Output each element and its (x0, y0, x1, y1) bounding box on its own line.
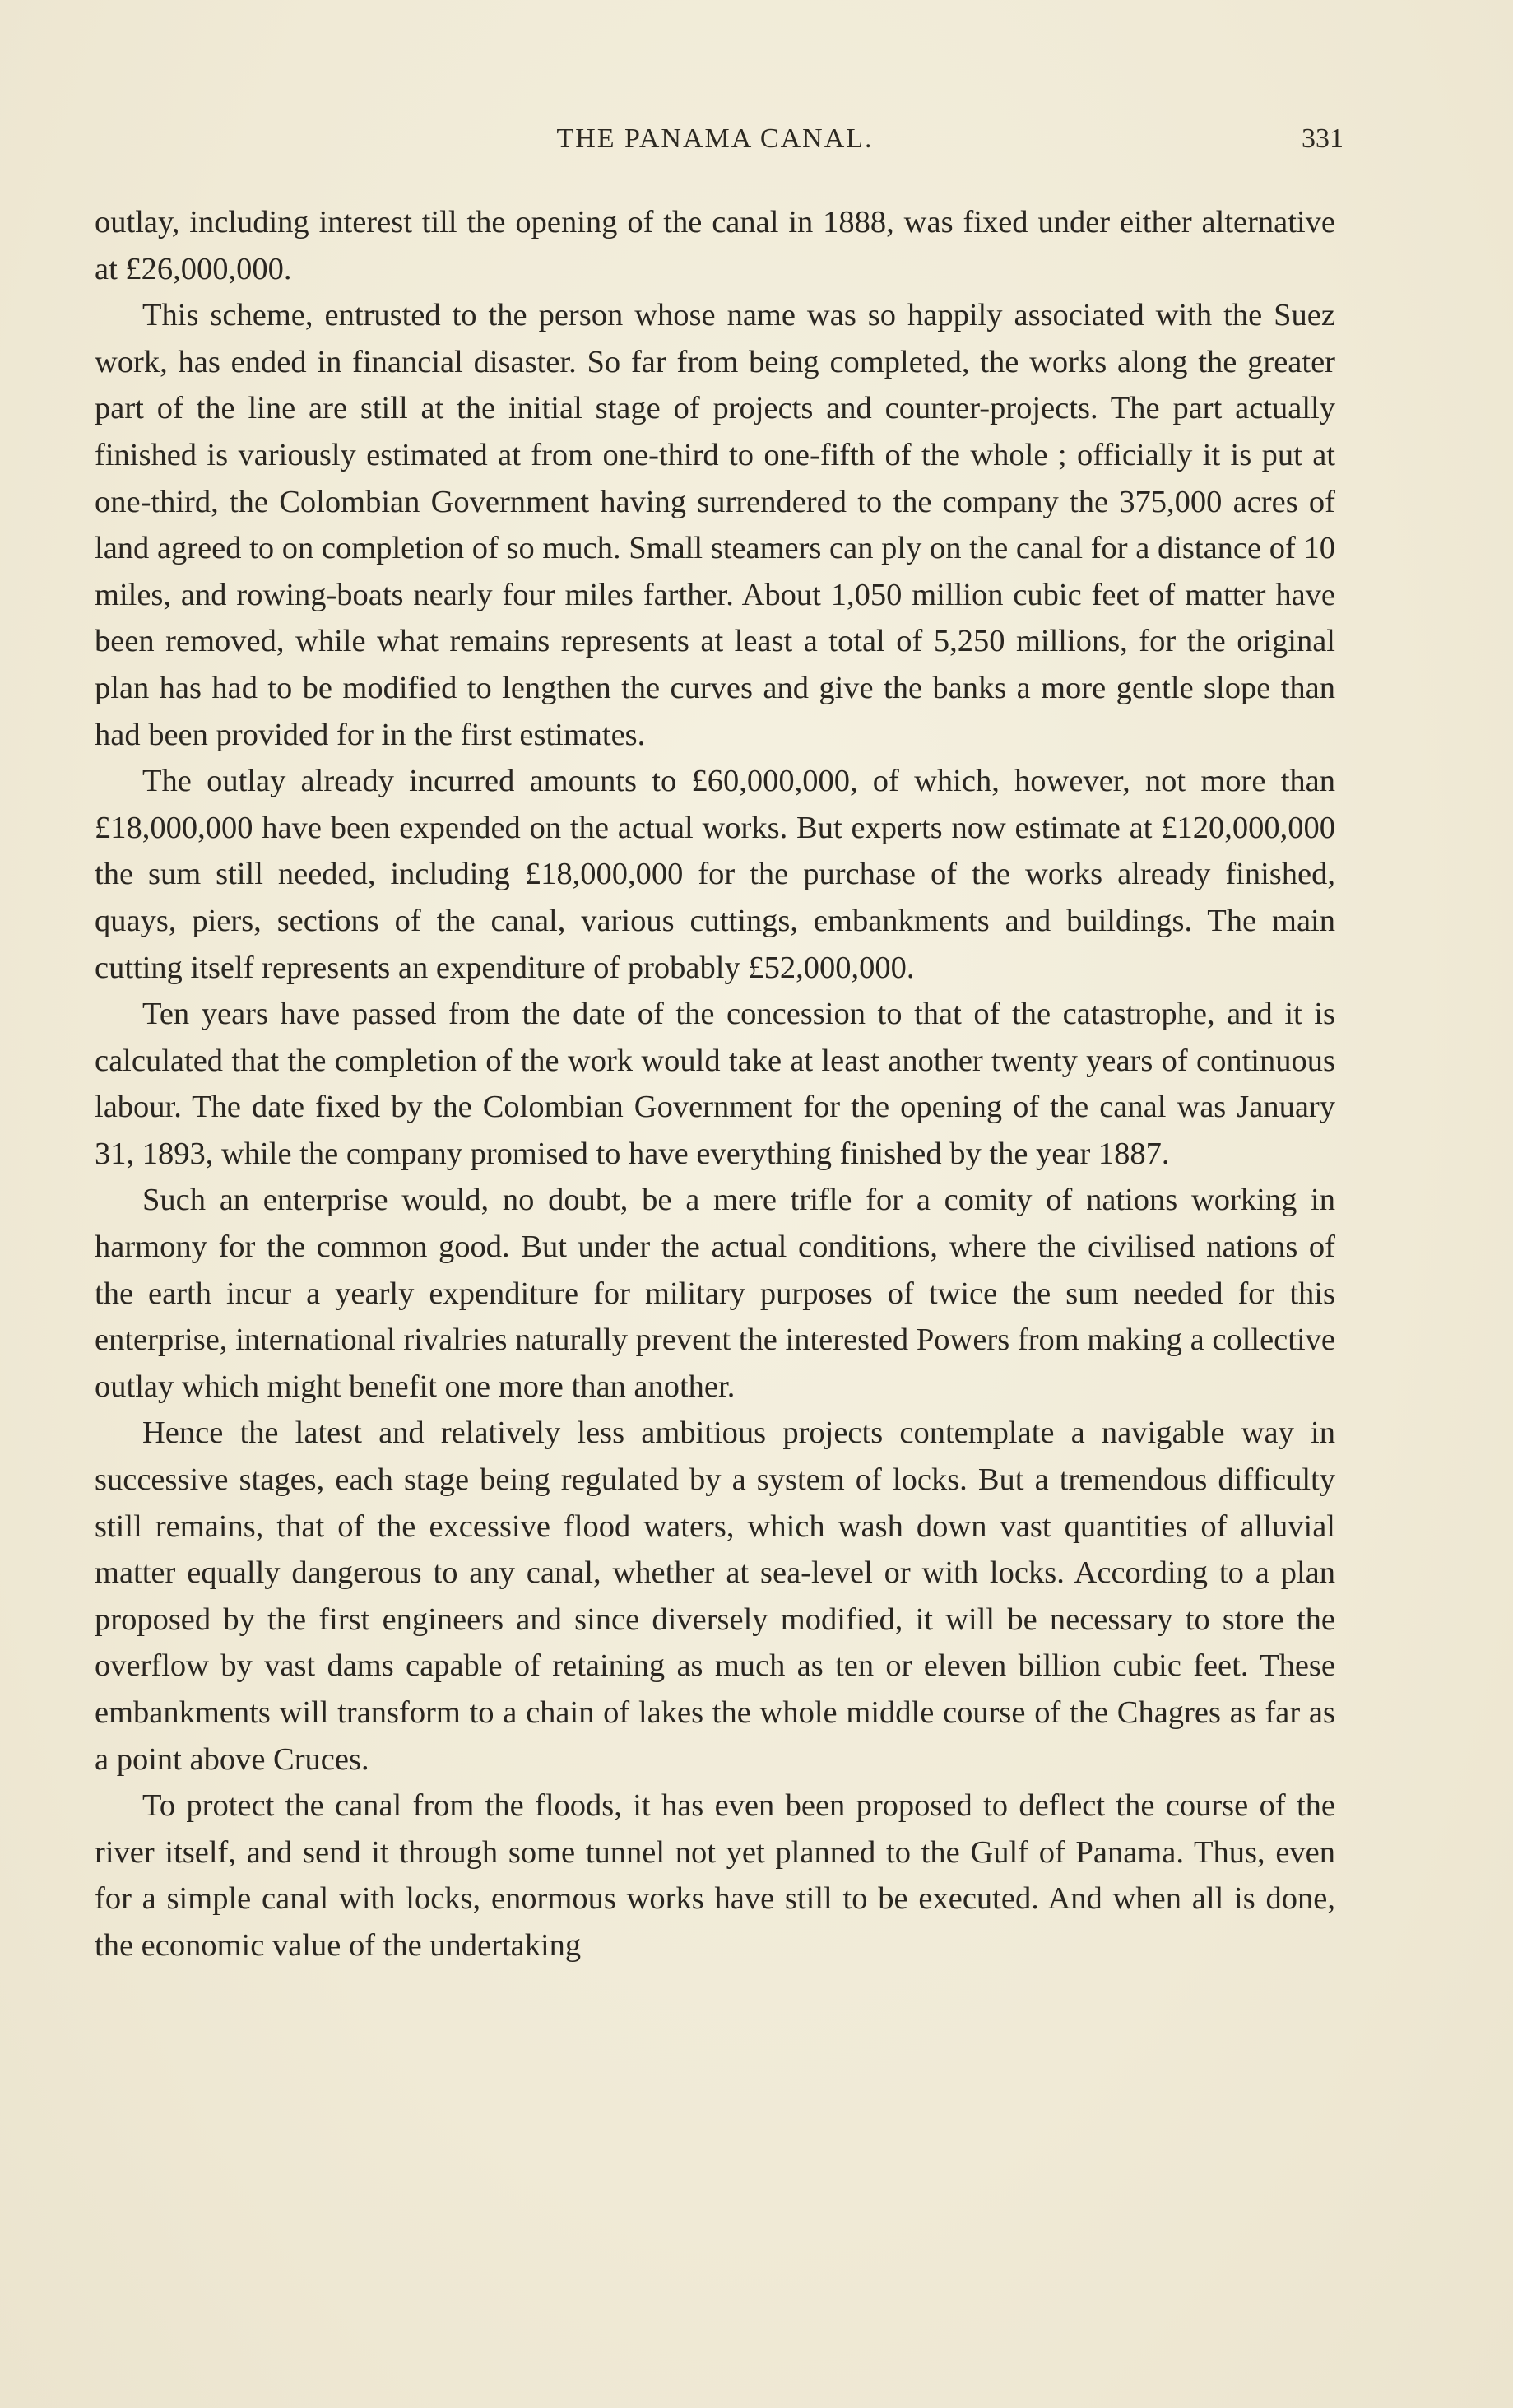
paragraph-locks: Hence the latest and relatively less ambitious projects contemplate a navigable way in successive stages, each stage being regulated by a system of locks. But a tremendous difficulty still remains, that of the excessive flood waters, which wash down vast quantities of alluvial matter equally dangerous to any canal, whether at sea-level or with locks. According to a plan proposed by the first engineers and since diversely modified, it will be necessary to store the overflow by vast dams capable of retaining as much as ten or eleven billion cubic feet. These embankments will transform to a chain of lakes the whole middle course of the Chagres as far as a point above Cruces. (95, 1416, 1335, 1777)
paragraph-enterprise: Such an enterprise would, no doubt, be a mere trifle for a comity of nations working in harmony for the common good. But under the actual conditions, where the civilised nations of the earth incur a yearly expenditure for military purposes of twice the sum needed for this enterprise, international rivalries naturally prevent the interested Powers from making a collective outlay which might benefit one more than another. (95, 1183, 1335, 1404)
paragraph-suez-scheme: This scheme, entrusted to the person whose name was so happily associated with the Suez work, has ended in financial disaster. So far from being completed, the works along the greater part of the line are still at the initial stage of projects and counter-projects. The part actually finished is variously estimated at from one-third to one-fifth of the whole ; officially it is put at one-third, the Colombian Government having surrendered to the company the 375,000 acres of land agreed to on completion of so much. Small steamers can ply on the canal for a distance of 10 miles, and rowing-boats nearly four miles farther. About 1,050 million cubic feet of matter have been removed, while what remains represents at least a total of 5,250 millions, for the original plan has had to be modified to lengthen the curves and give the banks a more gentle slope than had been provided for in the first estimates. (95, 298, 1335, 752)
paragraph-floods: To protect the canal from the floods, it has even been proposed to deflect the course of the river itself, and send it through some tunnel not yet planned to the Gulf of Panama. Thus, even for a simple canal with locks, enormous works have still to be executed. And when all is done, the economic value of the undertaking (95, 1788, 1335, 1963)
running-title: THE PANAMA CANAL. (556, 123, 874, 154)
paragraph-ten-years: Ten years have passed from the date of the concession to that of the catastrophe, and it is calculated that the completion of the work would take at least another twenty years of continuous labour. The date fixed by the Colombian Government for the opening of the canal was January 31, 1893, while the company promised to have everything finished by the year 1887. (95, 997, 1335, 1171)
running-head (95, 123, 1344, 165)
page-number: 331 (1302, 123, 1344, 154)
paragraph-continued: outlay, including interest till the opening of the canal in 1888, was fixed under either alternative at £26,000,000. (95, 205, 1335, 286)
body-text (95, 199, 1335, 1969)
paragraph-outlay: The outlay already incurred amounts to £60,000,000, of which, however, not more than £18,000,000 have been expended on the actual works. But experts now estimate at £120,000,000 the sum still needed, including £18,000,000 for the purchase of the works already finished, quays, piers, sections of the canal, various cuttings, embankments and buildings. The main cutting itself represents an expenditure of probably £52,000,000. (95, 764, 1335, 985)
